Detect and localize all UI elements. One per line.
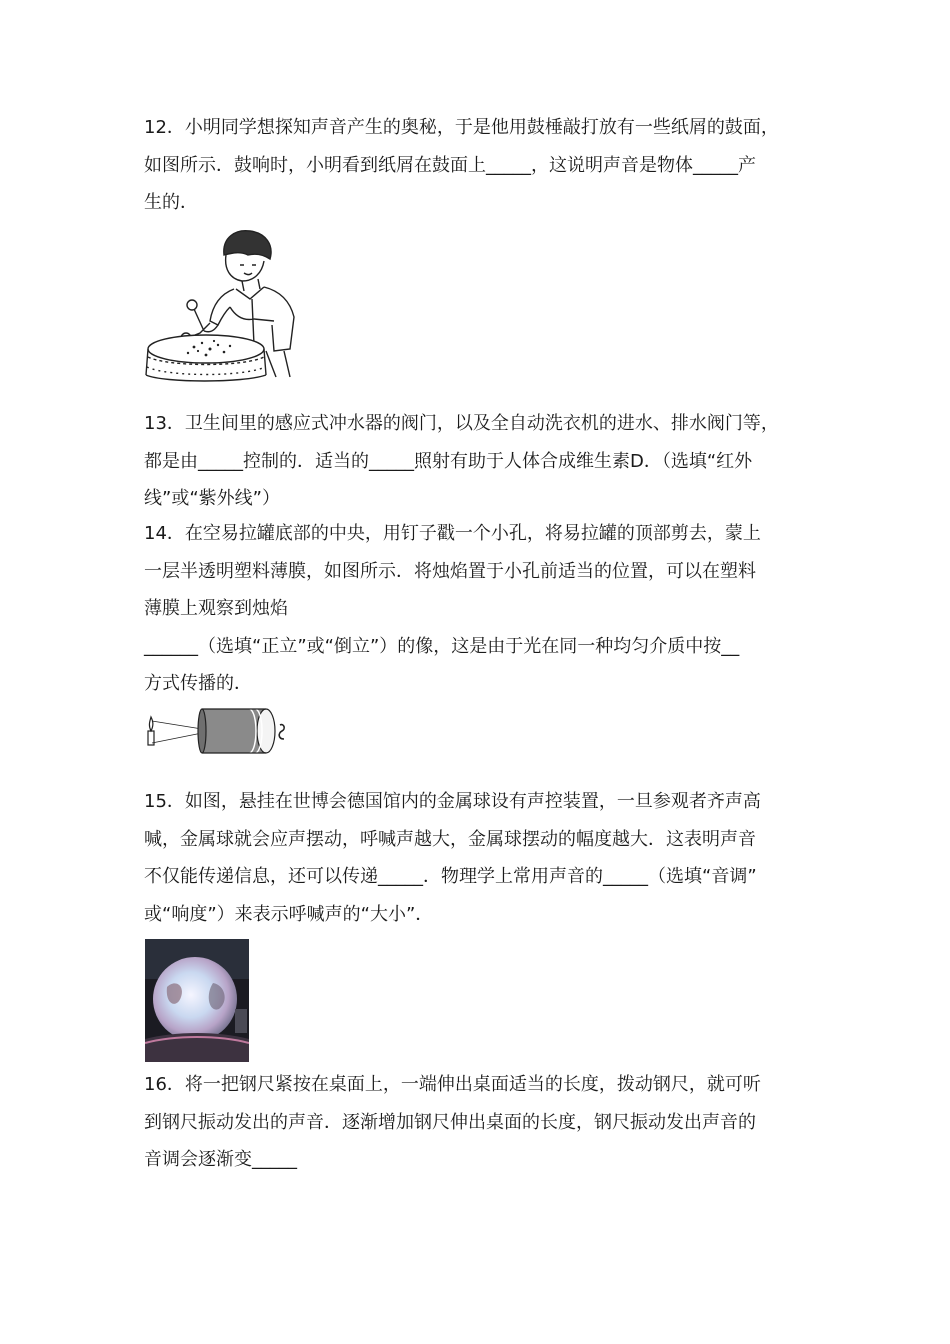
metal-ball-photo [145,939,249,1062]
question-line: 15．如图，悬挂在世博会德国馆内的金属球设有声控装置，一旦参观者齐声高 [144,791,761,812]
question-13 [144,405,824,518]
drum-figure [144,225,304,383]
question-line: 生的． [144,192,198,213]
question-line: 或“响度”）来表示呼喊声的“大小”． [144,903,434,925]
question-line: 16．将一把钢尺紧按在桌面上，一端伸出桌面适当的长度，拨动钢尺，就可听 [144,1074,761,1095]
question-line: 13．卫生间里的感应式冲水器的阀门，以及全自动洗衣机的进水、排水阀门等， [144,413,779,434]
question-line: 音调会逐渐变_____ [144,1149,297,1170]
question-line: 喊，金属球就会应声摆动，呼喊声越大，金属球摆动的幅度越大．这表明声音 [144,828,756,850]
question-line: 如图所示．鼓响时，小明看到纸屑在鼓面上_____，这说明声音是物体_____产 [144,154,756,176]
question-line: ______（选填“正立”或“倒立”）的像，这是由于光在同一种均匀介质中按__ [144,635,740,657]
question-line: 一层半透明塑料薄膜，如图所示．将烛焰置于小孔前适当的位置，可以在塑料 [144,560,756,582]
question-15 [144,783,824,933]
question-12 [144,109,824,222]
question-line: 都是由_____控制的．适当的_____照射有助于人体合成维生素D．（选填“红外 [144,450,753,472]
question-16 [144,1066,824,1179]
question-line: 线”或“紫外线”） [144,488,280,509]
question-line: 方式传播的． [144,673,252,694]
question-14 [144,515,824,703]
pinhole-can-figure [144,703,294,759]
question-line: 14．在空易拉罐底部的中央，用钉子戳一个小孔，将易拉罐的顶部剪去，蒙上 [144,523,761,544]
question-line: 薄膜上观察到烛焰 [144,598,288,619]
question-line: 到钢尺振动发出的声音．逐渐增加钢尺伸出桌面的长度，钢尺振动发出声音的 [144,1111,756,1133]
question-line: 12．小明同学想探知声音产生的奥秘，于是他用鼓棰敲打放有一些纸屑的鼓面， [144,117,779,138]
question-line: 不仅能传递信息，还可以传递_____．物理学上常用声音的_____（选填“音调” [144,866,757,887]
